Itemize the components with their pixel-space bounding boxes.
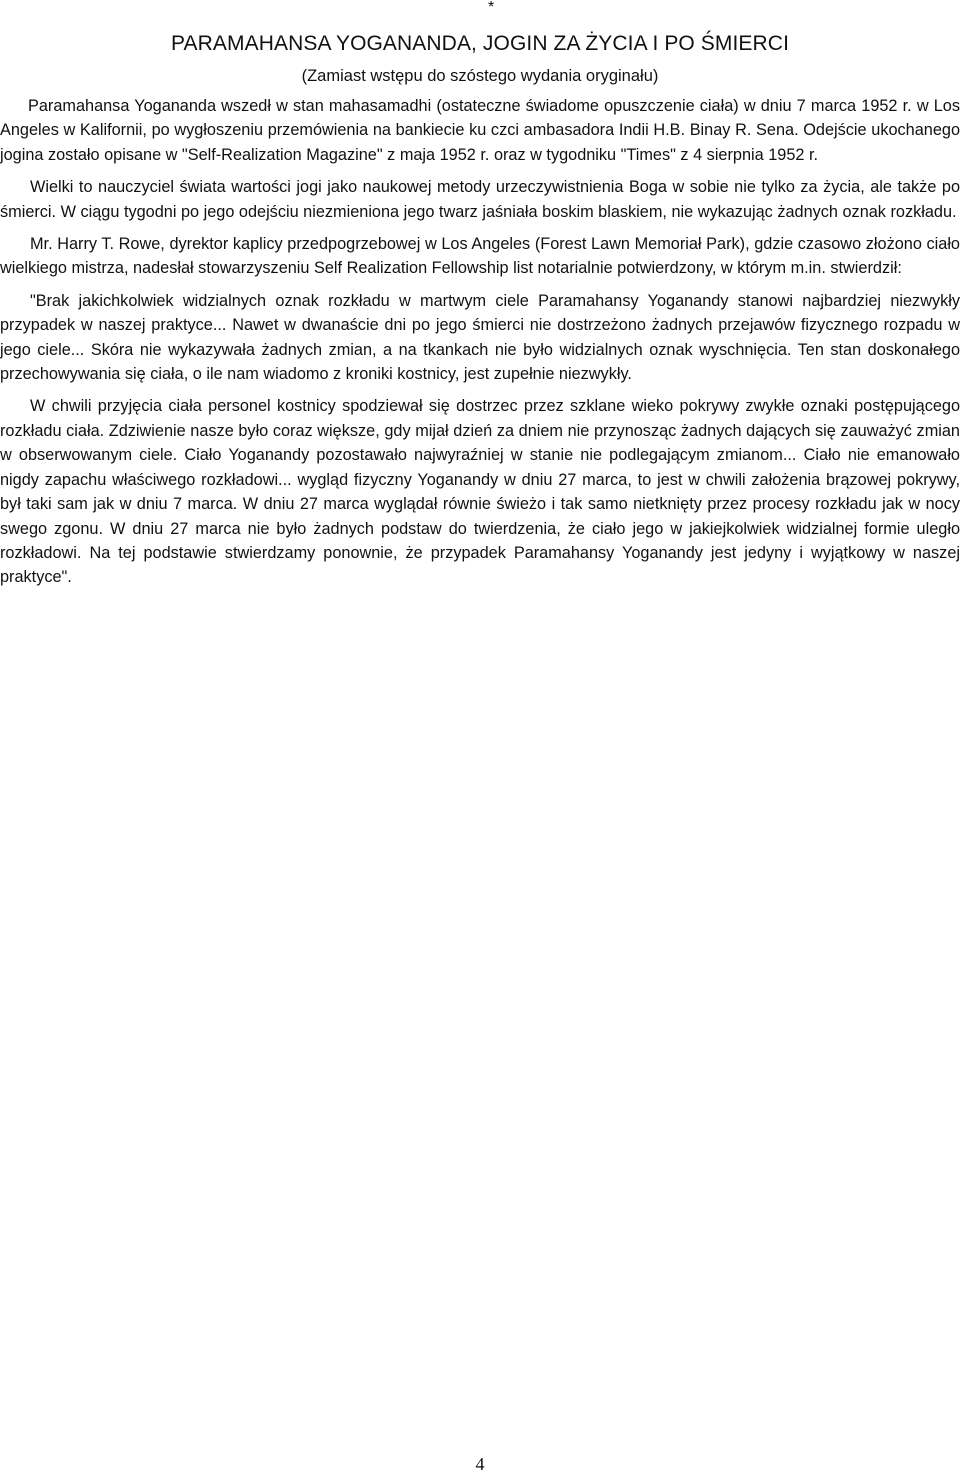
paragraph-1: Paramahansa Yogananda wszedł w stan mahasamadhi (ostateczne świadome opuszczenie ciała) w dniu 7 marca 1952 r. w Los Angeles w Kalifornii, po wygłoszeniu przemówienia na bankiecie ku czci ambasadora Indii H.B. Binay R. Sena. Odejście ukochanego jogina zostało opisane w "Self-Realization Magazine" z maja 1952 r. oraz w tygodniku "Times" z 4 sierpnia 1952 r.	[0, 97, 960, 164]
paragraph-2: Wielki to nauczyciel świata wartości jogi jako naukowej metody urzeczywistnienia Boga w sobie nie tylko za życia, ale także po śmierci. W ciągu tygodni po jego odejściu niezmieniona jego twarz jaśniała boskim blaskiem, nie wykazując żadnych oznak rozkładu.	[0, 178, 960, 221]
page-subtitle: (Zamiast wstępu do szóstego wydania oryginału)	[301, 67, 659, 85]
footnote-marker: *	[488, 0, 495, 16]
page-number: 4	[475, 1454, 485, 1474]
page-title: PARAMAHANSA YOGANANDA, JOGIN ZA ŻYCIA I PO ŚMIERCI	[170, 32, 790, 55]
paragraph-5-quote: W chwili przyjęcia ciała personel kostnicy spodziewał się dostrzec przez szklane wieko pokrywy zwykłe oznaki postępującego rozkładu ciała. Zdziwienie nasze było coraz większe, gdy mijał dzień za dniem nie przynosząc żadnych dających się zauważyć zmian w obserwowanym ciele. Ciało Yoganandy pozostawało najwyraźniej w stanie nie podlegającym zmianom... Ciało nie emanowało nigdy zapachu właściwego rozkładowi... wygląd fizyczny Yoganandy w dniu 27 marca, to jest w chwili założenia brązowej pokrywy, był taki sam jak w dniu 7 marca. W dniu 27 marca wyglądał równie świeżo i tak samo nietknięty przez procesy rozkładu jak w nocy swego zgonu. W dniu 27 marca nie było żadnych podstaw do twierdzenia, że ciało jego w jakiejkolwiek widzialnej formie uległo rozkładowi. Na tej podstawie stwierdzamy ponownie, że przypadek Paramahansy Yoganandy jest jedyny i wyjątkowy w naszej praktyce".	[0, 397, 960, 587]
paragraph-4-quote: "Brak jakichkolwiek widzialnych oznak rozkładu w martwym ciele Paramahansy Yoganandy stanowi najbardziej niezwykły przypadek w naszej praktyce... Nawet w dwanaście dni po jego śmierci nie dostrzeżono żadnych przejawów fizycznego rozpadu w jego ciele... Skóra nie wykazywała żadnych zmian, a na tkankach nie było widzialnych oznak wyschnięcia. Ten stan doskonałego przechowywania się ciała, o ile nam wiadomo z kroniki kostnicy, jest zupełnie niezwykły.	[0, 291, 960, 384]
paragraph-3: Mr. Harry T. Rowe, dyrektor kaplicy przedpogrzebowej w Los Angeles (Forest Lawn Memoriał Park), gdzie czasowo złożono ciało wielkiego mistrza, nadesłał stowarzyszeniu Self Realization Fellowship list notarialnie potwierdzony, w którym m.in. stwierdził:	[0, 235, 960, 278]
body-text	[0, 94, 960, 598]
